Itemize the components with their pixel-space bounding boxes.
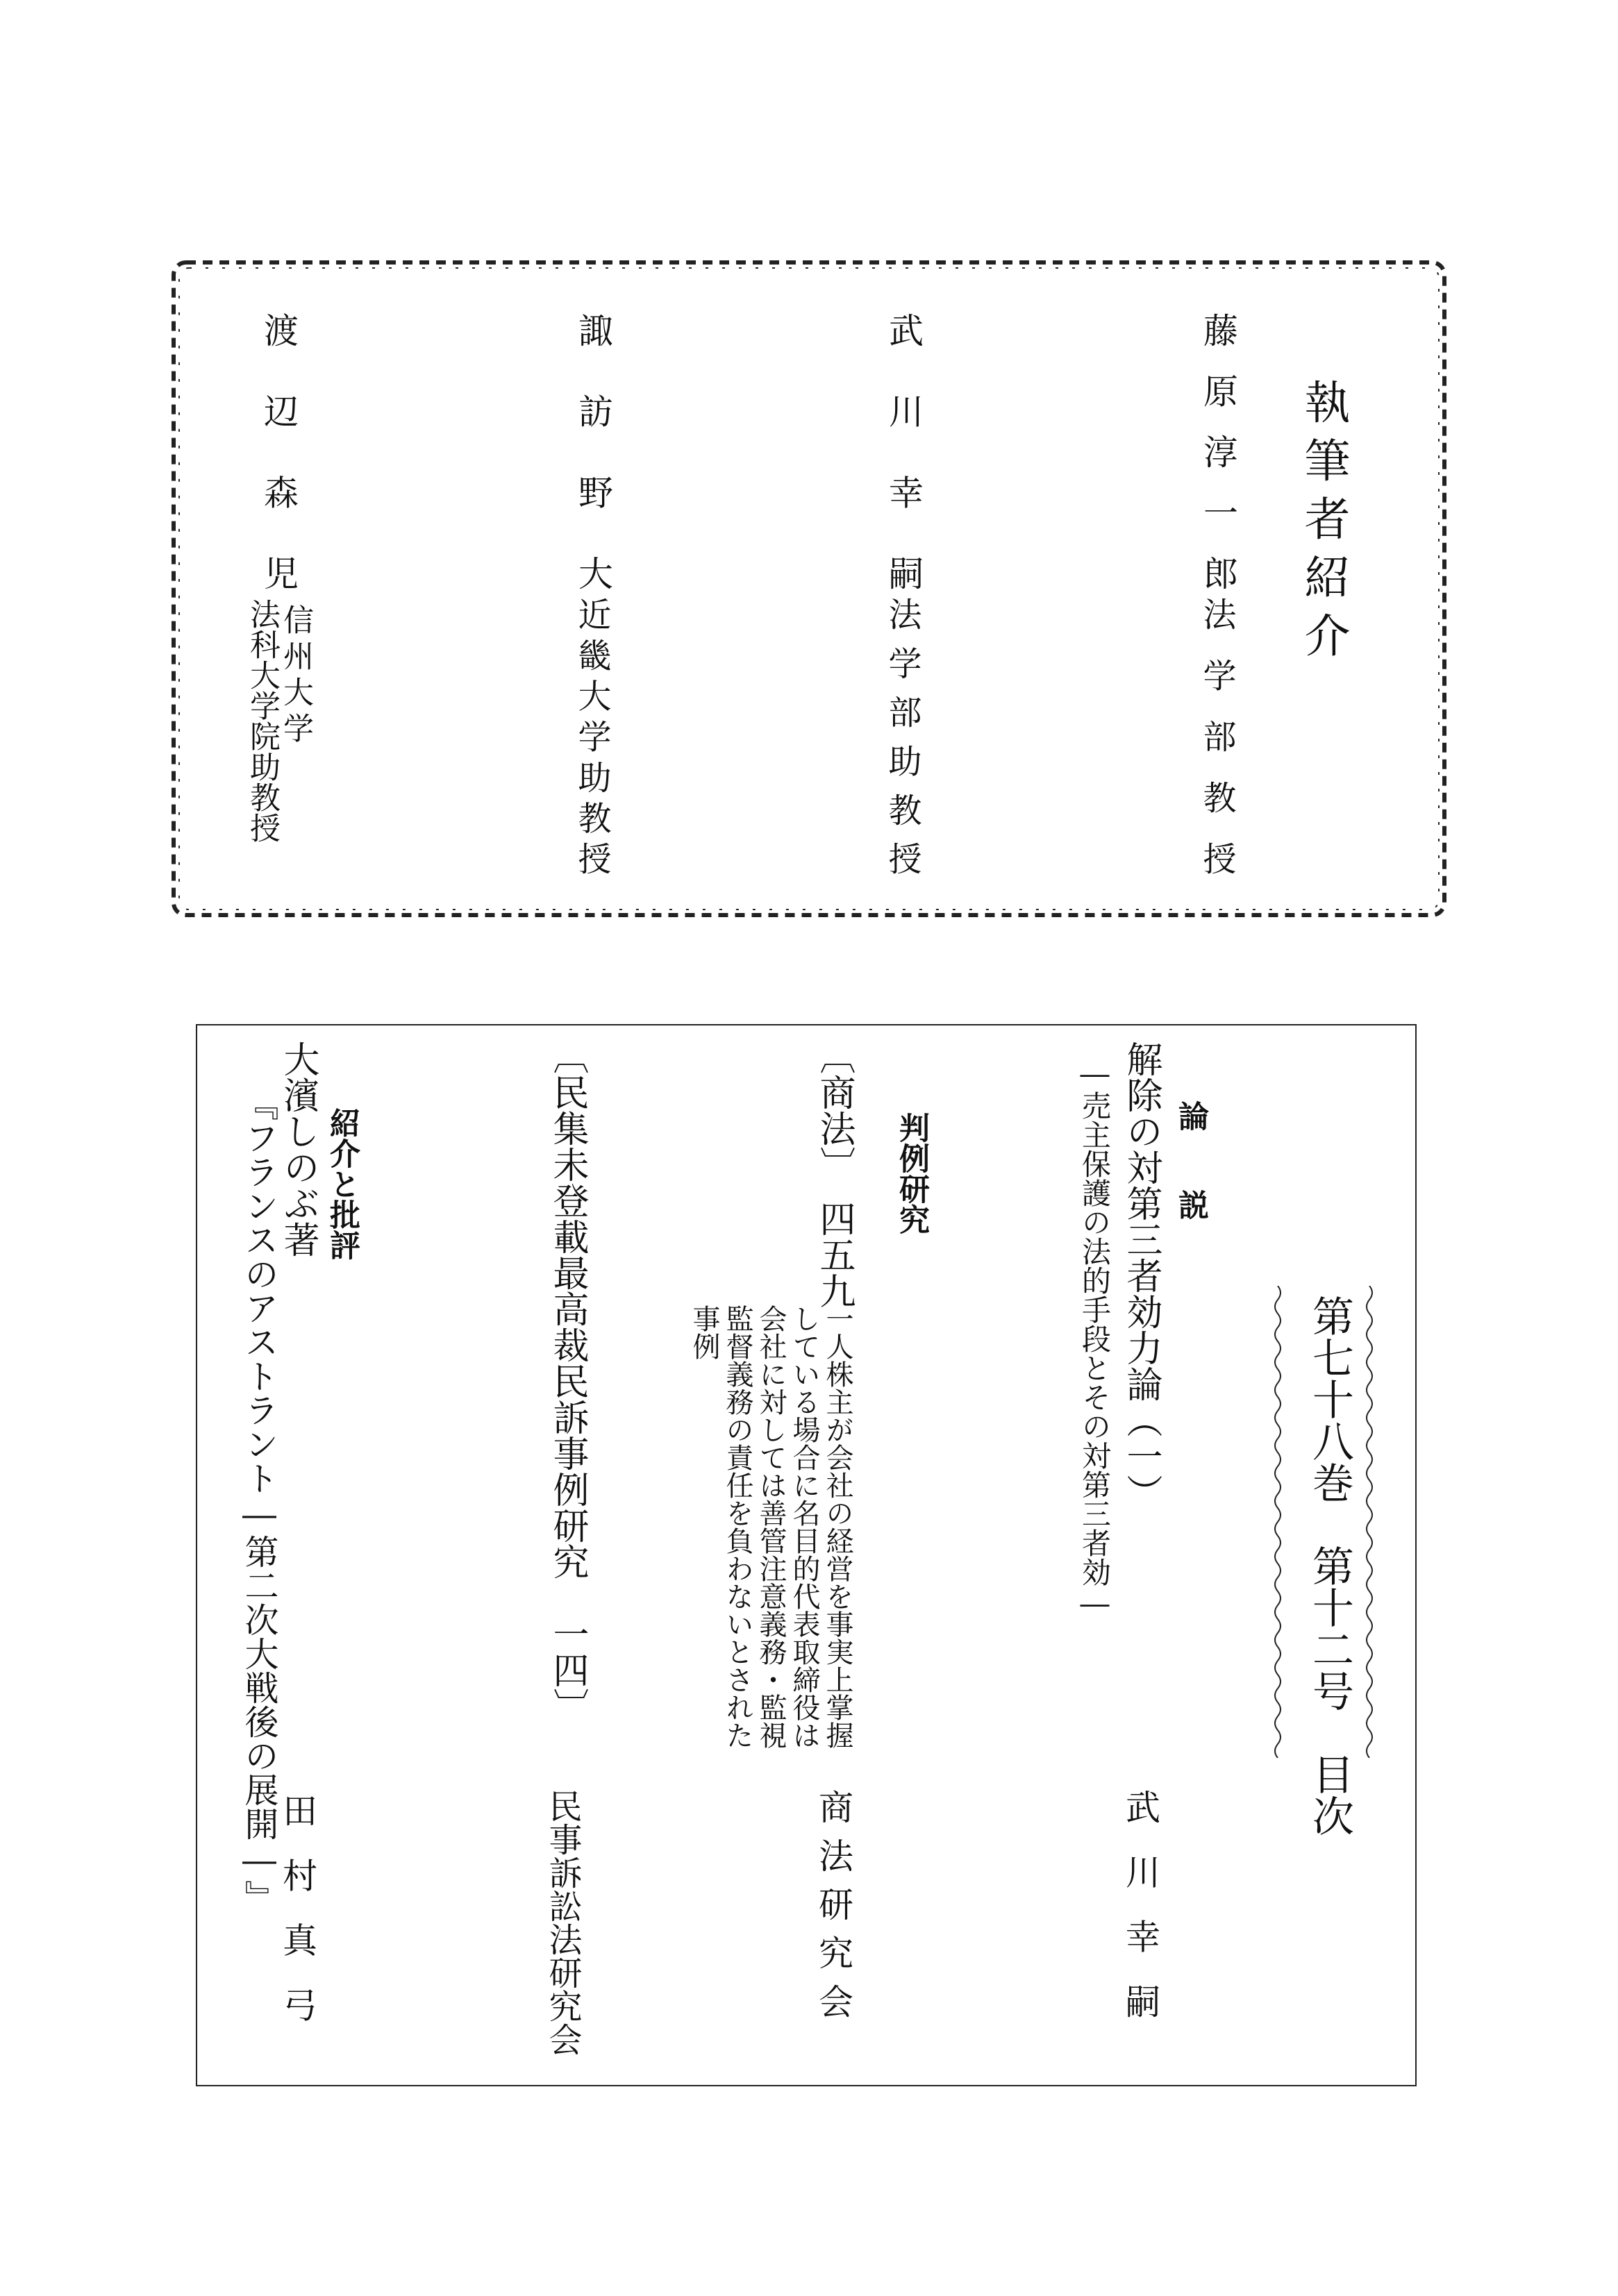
book-author: 大濱しのぶ著 xyxy=(277,1041,319,1257)
contributor-name: 渡辺森児 xyxy=(258,312,299,590)
case-description-line: 監督義務の責任を負わないとされた xyxy=(722,1305,753,1749)
case-description-line: 事例 xyxy=(688,1305,720,1360)
contributor-name: 藤原淳一郎 xyxy=(1198,312,1238,590)
article-subtitle: ―売主保護の法的手段とその対第三者効― xyxy=(1078,1057,1112,1620)
case-author: 民事訴訟法研究会 xyxy=(543,1789,582,2056)
case-author: 商法研究会 xyxy=(813,1789,853,2018)
section-heading: 論 説 xyxy=(1173,1100,1208,1234)
contributor-role-line2: 法科大学院助教授 xyxy=(244,598,280,843)
article-author: 武川幸嗣 xyxy=(1120,1789,1160,2018)
contributors-heading: 執筆者紹介 xyxy=(1296,378,1350,670)
contributors-box xyxy=(0,0,1618,944)
case-description-line: 会社に対しては善管注意義務・監視 xyxy=(755,1305,787,1749)
case-description xyxy=(688,1305,854,1749)
review-author: 田村真弓 xyxy=(277,1793,317,2022)
contributor-role: 法学部教授 xyxy=(1197,597,1236,875)
case-description-line: 一人株主が会社の経営を事実上掌握 xyxy=(821,1305,853,1749)
contributor-role: 近畿大学助教授 xyxy=(572,597,611,875)
case-description-line: している場合に名目的代表取締役は xyxy=(788,1305,820,1749)
volume-title: 第七十八巻 第十二号 目次 xyxy=(1306,1295,1354,1836)
article-title: 解除の対第三者効力論（一） xyxy=(1120,1041,1162,1510)
section-heading: 判例研究 xyxy=(894,1112,929,1234)
contributor-name: 武川幸嗣 xyxy=(883,312,924,590)
table-of-contents xyxy=(196,1024,1417,2086)
section-heading: 紹介と批評 xyxy=(324,1107,360,1260)
case-label: 〔民集未登載最高裁民訴事例研究 一四〕 xyxy=(547,1038,588,1724)
case-label: 〔商法〕 四五九 xyxy=(813,1038,855,1309)
contributor-name: 諏訪野大 xyxy=(573,312,613,590)
contributor-role: 法学部助教授 xyxy=(883,597,921,875)
book-title: 『フランスのアストラント―第二次大戦後の展開―』 xyxy=(240,1087,279,1914)
contributor-role-line1: 信州大学 xyxy=(278,604,313,748)
